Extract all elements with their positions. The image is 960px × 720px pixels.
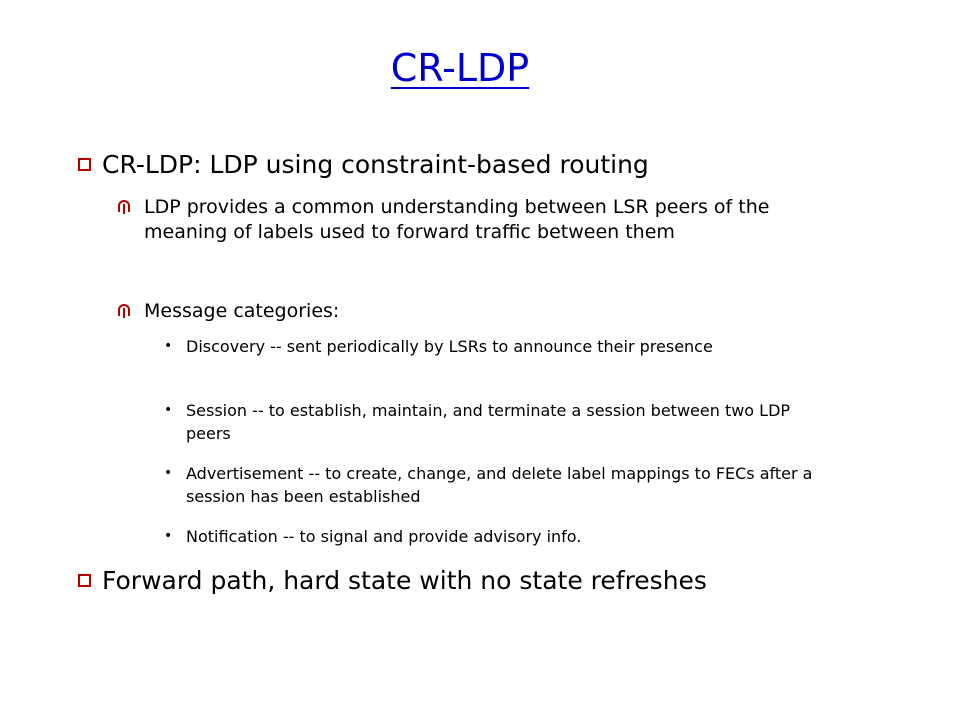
subbullet-text: LDP provides a common understanding between LSR peers of the meaning of labels used to forward traffic between them bbox=[144, 196, 770, 243]
dot-bullet-icon: • bbox=[164, 528, 173, 544]
checkbox-bullet-icon bbox=[78, 574, 91, 587]
bullet-text: Forward path, hard state with no state refreshes bbox=[102, 566, 707, 595]
arch-bullet-icon bbox=[118, 304, 130, 316]
slide-title: CR-LDP bbox=[390, 46, 530, 90]
category-text: Advertisement -- to create, change, and delete label mappings to FECs after a session has been established bbox=[186, 464, 813, 506]
arch-bullet-icon bbox=[118, 200, 130, 212]
category-text: Discovery -- sent periodically by LSRs to announce their presence bbox=[186, 337, 713, 356]
dot-bullet-icon: • bbox=[164, 402, 173, 418]
bullet-text: CR-LDP: LDP using constraint-based routing bbox=[102, 150, 649, 179]
category-text: Notification -- to signal and provide advisory info. bbox=[186, 527, 582, 546]
category-text: Session -- to establish, maintain, and terminate a session between two LDP peers bbox=[186, 401, 791, 443]
dot-bullet-icon: • bbox=[164, 338, 173, 354]
subbullet-text: Message categories: bbox=[144, 300, 340, 322]
dot-bullet-icon: • bbox=[164, 465, 173, 481]
checkbox-bullet-icon bbox=[78, 158, 91, 171]
